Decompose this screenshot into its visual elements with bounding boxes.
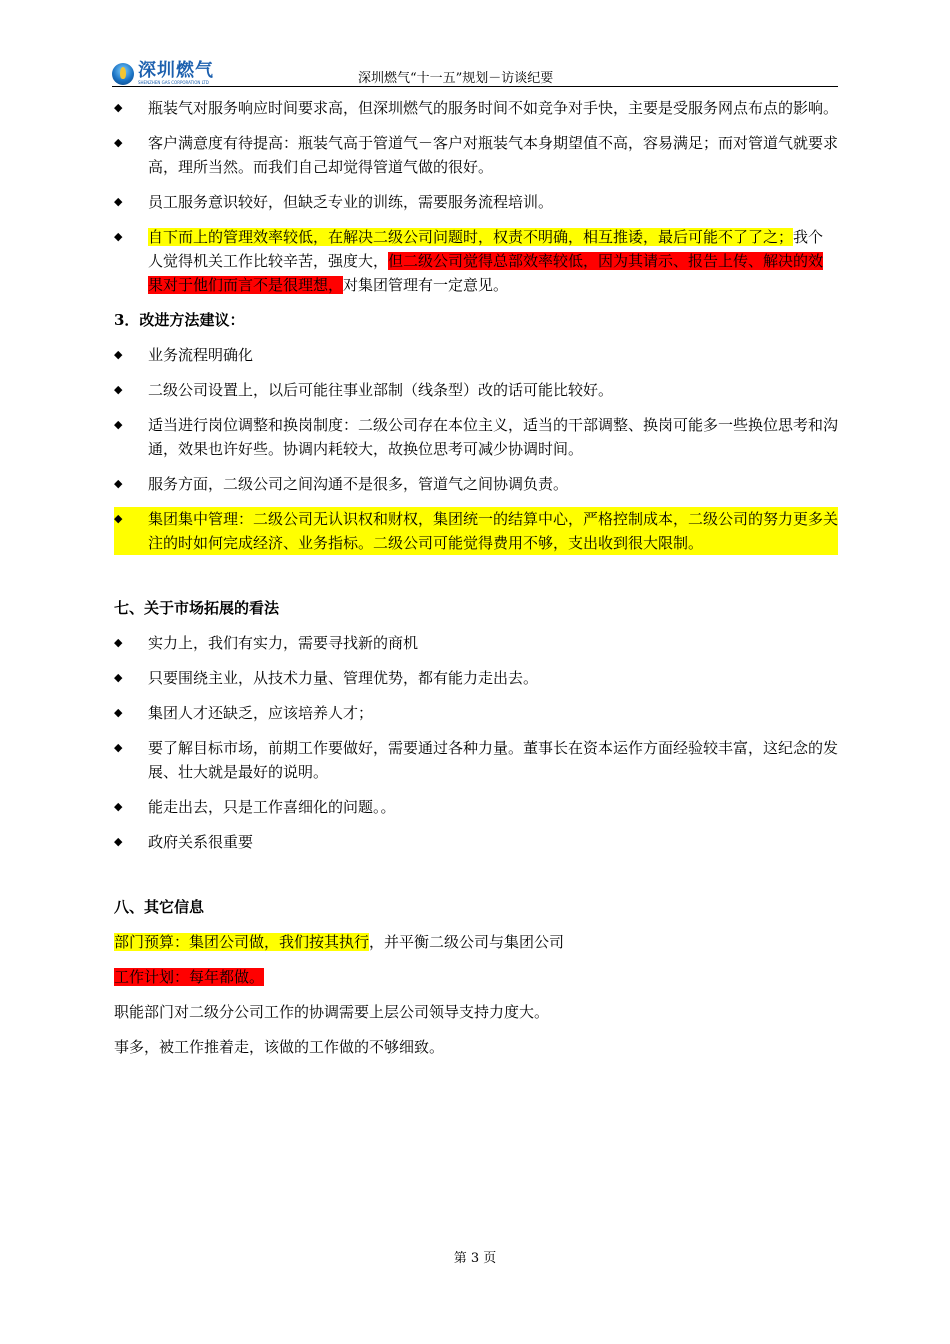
paragraph [114,965,838,989]
list-item: ◆ 瓶装气对服务响应时间要求高，但深圳燃气的服务时间不如竞争对手快，主要是受服务网点布点的影响。 [114,96,838,120]
header-title: 深圳燃气“十一五”规划－访谈纪要 [358,71,554,86]
list-item: ◆ 自下而上的管理效率较低，在解决二级公司问题时，权责不明确，相互推诿，最后可能不了了之；我个人觉得机关工作比较辛苦，强度大，但二级公司觉得总部效率较低，因为其请示、报告上传、解决的效果对于他们而言不是很理想，对集团管理有一定意见。 [114,225,838,297]
list-item: ◆ 要了解目标市场，前期工作要做好，需要通过各种力量。董事长在资本运作方面经验较丰富，这纪念的发展、壮大就是最好的说明。 [114,736,838,784]
list-item: ◆ 业务流程明确化 [114,343,838,367]
bullet-list-improvements [114,343,838,555]
document-body [114,96,838,1070]
highlight-yellow: 部门预算：集团公司做，我们按其执行 [114,933,370,951]
paragraph: 事多，被工作推着走，该做的工作做的不够细致。 [114,1038,445,1056]
subsection-title: 3．改进方法建议： [114,311,245,329]
bullet-list-market [114,631,838,854]
list-item: ◆ 政府关系很重要 [114,830,838,854]
list-item: ◆ 集团人才还缺乏，应该培养人才； [114,701,838,725]
flame-logo-icon [112,63,134,85]
company-logo [112,62,214,85]
logo-text-en: SHENZHEN GAS CORPORATION LTD [138,80,209,85]
page-header [112,62,838,88]
list-item: ◆ 二级公司设置上，以后可能往事业部制（线条型）改的话可能比较好。 [114,378,838,402]
logo-text-cn: 深圳燃气 [138,60,214,81]
paragraph: 部门预算：集团公司做，我们按其执行，并平衡二级公司与集团公司 [114,933,565,951]
highlight-yellow: 自下而上的管理效率较低，在解决二级公司问题时，权责不明确，相互推诿，最后可能不了了之； [148,228,794,246]
highlight-red: 但二级公司觉得总部效率较低，因为其请示、报告上传、解决的效果对于他们而言不是很理想， [148,252,824,294]
list-item: ◆ 只要围绕主业，从技术力量、管理优势，都有能力走出去。 [114,666,838,690]
page-number: 第 3 页 [453,1251,497,1266]
list-item: ◆ 客户满意度有待提高：瓶装气高于管道气－客户对瓶装气本身期望值不高，容易满足；而对管道气就要求高，理所当然。而我们自己却觉得管道气做的很好。 [114,131,838,179]
list-item: ◆ 实力上，我们有实力，需要寻找新的商机 [114,631,838,655]
list-item: ◆ 适当进行岗位调整和换岗制度：二级公司存在本位主义，适当的干部调整、换岗可能多一些换位思考和沟通，效果也许好些。协调内耗较大，故换位思考可减少协调时间。 [114,413,838,461]
list-item: ◆ 能走出去，只是工作喜细化的问题。。 [114,795,838,819]
header-divider [112,86,838,87]
section-title: 七、关于市场拓展的看法 [114,599,280,617]
list-item: ◆ 集团集中管理：二级公司无认识权和财权，集团统一的结算中心，严格控制成本，二级公司的努力更多关注的时如何完成经济、业务指标。二级公司可能觉得费用不够，支出收到很大限制。 [114,507,838,555]
paragraph: 职能部门对二级分公司工作的协调需要上层公司领导支持力度大。 [114,1003,550,1021]
highlight-red: 工作计划：每年都做。 [114,968,265,986]
list-item: ◆ 服务方面，二级公司之间沟通不是很多，管道气之间协调负责。 [114,472,838,496]
section-title: 八、其它信息 [114,898,205,916]
bullet-list-top [114,96,838,297]
list-item: ◆ 员工服务意识较好，但缺乏专业的训练，需要服务流程培训。 [114,190,838,214]
